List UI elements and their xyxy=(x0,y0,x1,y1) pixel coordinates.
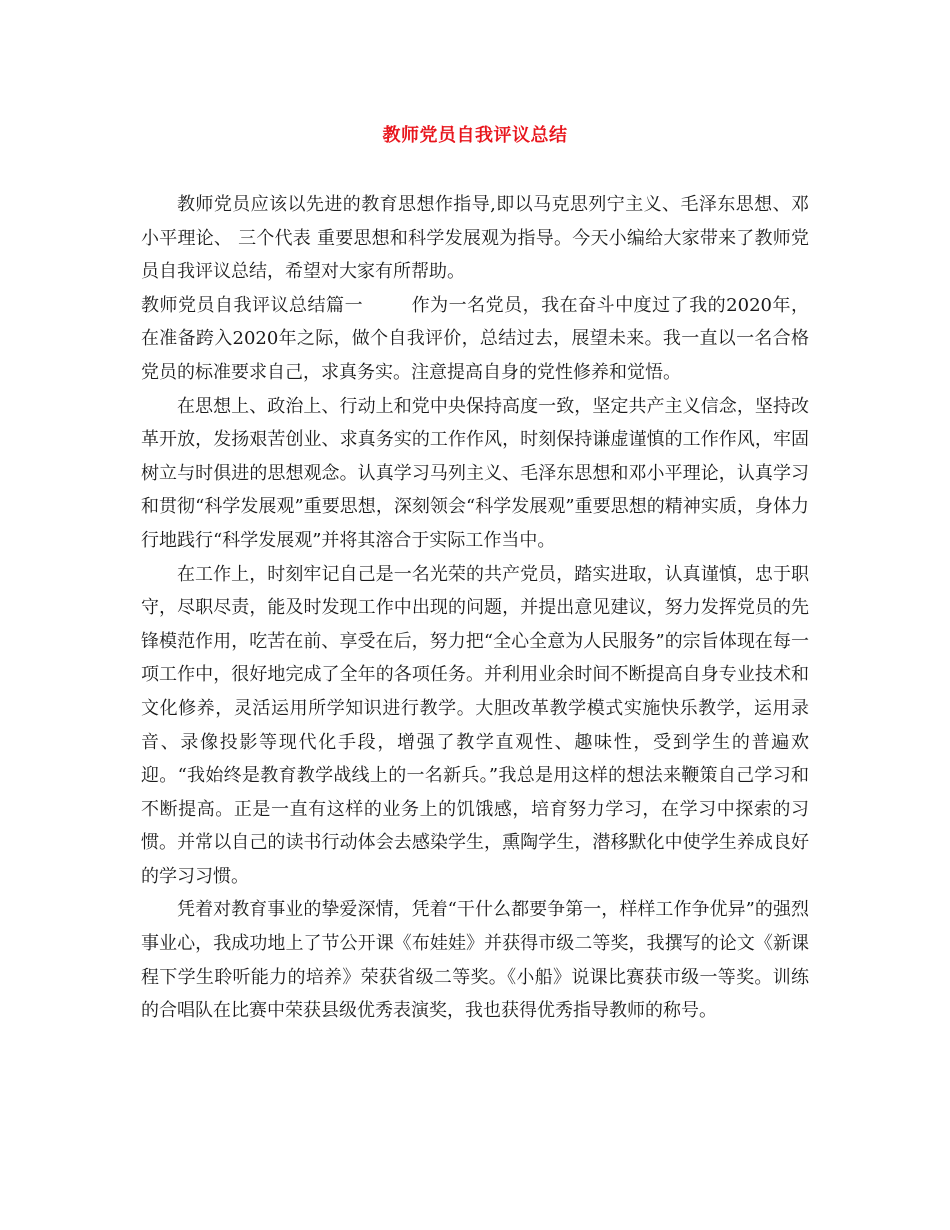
paragraph-work: 在工作上，时刻牢记自己是一名光荣的共产党员，踏实进取，认真谨慎，忠于职守，尽职尽责，能及时发现工作中出现的问题，并提出意见建议，努力发挥党员的先锋模范作用，吃苦在前、享受在后，努力把“全心全意为人民服务”的宗旨体现在每一项工作中，很好地完成了全年的各项任务。并利用业余时间不断提高自身专业技术和文化修养，灵活运用所学知识进行教学。大胆改革教学模式实施快乐教学，运用录音、录像投影等现代化手段，增强了教学直观性、趣味性，受到学生的普遍欢迎。“我始终是教育教学战线上的一名新兵。”我总是用这样的想法来鞭策自己学习和不断提高。正是一直有这样的业务上的饥饿感，培育努力学习，在学习中探索的习惯。并常以自己的读书行动体会去感染学生，熏陶学生，潜移默化中使学生养成良好的学习习惯。 xyxy=(141,563,809,887)
paragraph-intro: 教师党员应该以先进的教育思想作指导,即以马克思列宁主义、毛泽东思想、邓小平理论、 三个代表 重要思想和科学发展观为指导。今天小编给大家带来了教师党员自我评议总结，希望对大家有所帮助。 xyxy=(141,194,809,283)
paragraph-ideology: 在思想上、政治上、行动上和党中央保持高度一致，坚定共产主义信念，坚持改革开放，发扬艰苦创业、求真务实的工作作风，时刻保持谦虚谨慎的工作作风，牢固树立与时俱进的思想观念。认真学习马列主义、毛泽东思想和邓小平理论，认真学习和贯彻“科学发展观”重要思想，深刻领会“科学发展观”重要思想的精神实质，身体力行地践行“科学发展观”并将其溶合于实际工作当中。 xyxy=(141,395,809,551)
document-title: 教师党员自我评议总结 xyxy=(382,125,568,146)
section-heading: 教师党员自我评议总结篇一 xyxy=(141,294,364,316)
paragraph-section-one-text: 作为一名党员，我在奋斗中度过了我的2020年，在准备跨入2020年之际，做个自我评价，总结过去，展望未来。我一直以一名合格党员的标准要求自己，求真务实。注意提高自身的党性修养和觉悟。 xyxy=(141,294,810,383)
paragraph-achievements: 凭着对教育事业的挚爱深情，凭着“干什么都要争第一，样样工作争优异”的强烈事业心，我成功地上了节公开课《布娃娃》并获得市级二等奖，我撰写的论文《新课程下学生聆听能力的培养》荣获省级二等奖。《小船》说课比赛获市级一等奖。训练的合唱队在比赛中荣获县级优秀表演奖，我也获得优秀指导教师的称号。 xyxy=(141,899,809,1022)
document-body xyxy=(141,188,809,1028)
paragraph-section-one xyxy=(141,289,809,390)
